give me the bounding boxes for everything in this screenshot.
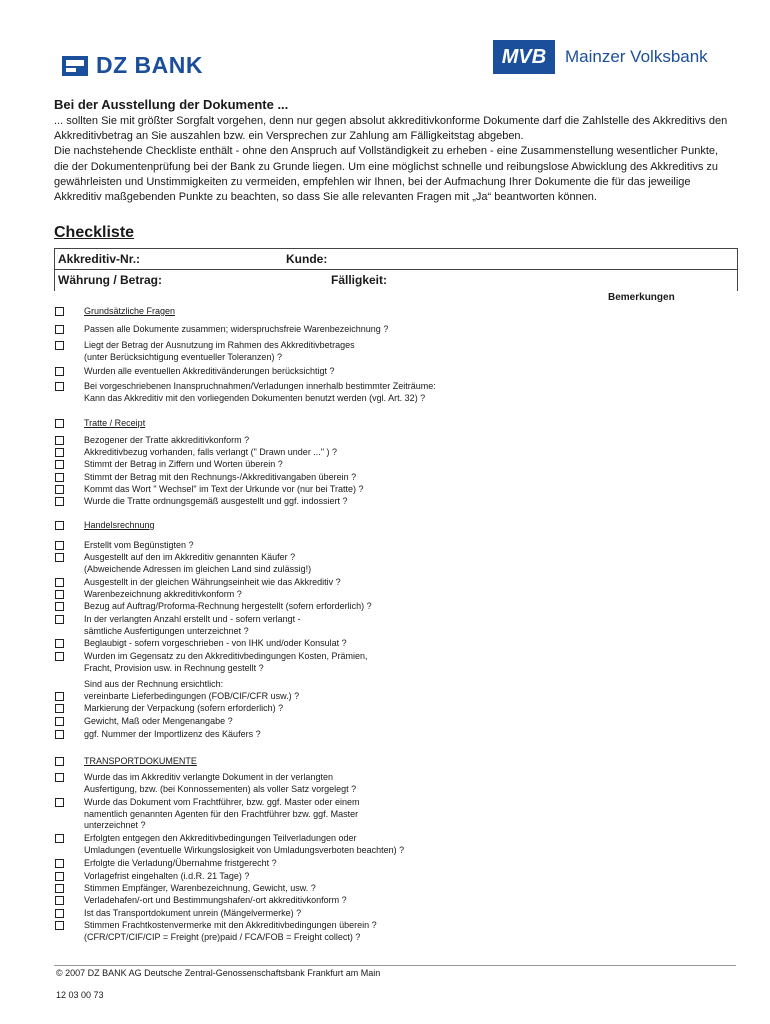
- checklist-item-text: Erstellt vom Begünstigten ?: [84, 540, 194, 550]
- checkbox[interactable]: [55, 541, 64, 550]
- checkbox[interactable]: [55, 307, 64, 316]
- checklist-item-text: Handelsrechnung: [84, 520, 155, 530]
- dz-bank-logo: [62, 52, 203, 79]
- checklist-item-text: Wurde das Dokument vom Frachtführer, bzw. ggf. Master oder einem namentlich genannten Agenten für den Frachtführer bzw. ggf. Master unterzeichnet ?: [84, 797, 360, 830]
- checkbox[interactable]: [55, 419, 64, 428]
- checkbox[interactable]: [55, 436, 64, 445]
- checklist-item-text: Tratte / Receipt: [84, 418, 146, 428]
- checklist-item-text: Bezug auf Auftrag/Proforma-Rechnung hergestellt (sofern erforderlich) ?: [84, 601, 372, 611]
- footer-code: 12 03 00 73: [56, 990, 104, 1000]
- checkbox[interactable]: [55, 639, 64, 648]
- intro-paragraph: ... sollten Sie mit größter Sorgfalt vorgehen, denn nur gegen absolut akkreditivkonforme Dokumente darf die Zahlstelle des Akkreditivs den Akkreditivbetrag an Sie auszahlen bzw. ein Versprechen zur Zahlung am Fälligkeitstag abgeben.: [54, 115, 728, 143]
- checklist-item-text: Stimmen Frachtkostenvermerke mit den Akkreditivbedingungen überein ? (CFR/CPT/CIF/CIP = Freight (pre)paid / FCA/FOB = Freight collect) ?: [84, 920, 377, 942]
- checklist-item-text: Akkreditivbezug vorhanden, falls verlangt (" Drawn under ..." ) ?: [84, 447, 338, 457]
- checklist-item-text: Bei vorgeschriebenen Inanspruchnahmen/Verladungen innerhalb bestimmter Zeiträume: Kann das Akkreditiv mit den vorliegenden Dokumenten benutzt werden (vgl. Art. 32) ?: [84, 381, 436, 403]
- checklist-item-text: Ist das Transportdokument unrein (Mängelvermerke) ?: [84, 908, 302, 918]
- checklist-item-text: Wurden alle eventuellen Akkreditivänderungen berücksichtigt ?: [84, 366, 335, 376]
- checkbox[interactable]: [55, 757, 64, 766]
- faelligkeit-label: Fälligkeit:: [331, 273, 388, 287]
- checkbox[interactable]: [55, 884, 64, 893]
- checklist-item-text: In der verlangten Anzahl erstellt und - sofern verlangt - sämtliche Ausfertigungen unterzeichnet ?: [84, 614, 301, 636]
- waehrung-betrag-label: Währung / Betrag:: [58, 273, 162, 287]
- checkbox[interactable]: [55, 602, 64, 611]
- checklist-item-text: Wurde das im Akkreditiv verlangte Dokument in der verlangten Ausfertigung, bzw. (bei Konnossementen) als voller Satz vorgelegt ?: [84, 772, 357, 794]
- checkbox[interactable]: [55, 485, 64, 494]
- checkbox[interactable]: [55, 325, 64, 334]
- checkbox[interactable]: [55, 896, 64, 905]
- checklist-item-text: Ausgestellt in der gleichen Währungseinheit wie das Akkreditiv ?: [84, 577, 341, 587]
- meta-row: [55, 270, 737, 290]
- checkbox[interactable]: [55, 497, 64, 506]
- checklist-item-text: Markierung der Verpackung (sofern erforderlich) ?: [84, 703, 284, 713]
- checklist-item-text: Gewicht, Maß oder Mengenangabe ?: [84, 716, 233, 726]
- checkbox[interactable]: [55, 615, 64, 624]
- checklist-item-text: Erfolgten entgegen den Akkreditivbedingungen Teilverladungen oder Umladungen (eventuelle Wirkungslosigkeit von Umladungsverboten beachten) ?: [84, 833, 405, 855]
- checkbox[interactable]: [55, 473, 64, 482]
- checkbox[interactable]: [55, 448, 64, 457]
- akkreditiv-nr-label: Akkreditiv-Nr.:: [58, 252, 141, 266]
- mainzer-volksbank-logo: [493, 40, 708, 74]
- checklist-item-text: Bezogener der Tratte akkreditivkonform ?: [84, 435, 250, 445]
- checklist-item-text: Stimmen Empfänger, Warenbezeichnung, Gewicht, usw. ?: [84, 883, 316, 893]
- checklist-item-text: Liegt der Betrag der Ausnutzung im Rahmen des Akkreditivbetrages (unter Berücksichtigung eventueller Toleranzen) ?: [84, 340, 355, 362]
- checkbox[interactable]: [55, 460, 64, 469]
- checklist-item-text: Warenbezeichnung akkreditivkonform ?: [84, 589, 242, 599]
- mainzer-volksbank-name: Mainzer Volksbank: [565, 47, 708, 66]
- checkbox[interactable]: [55, 773, 64, 782]
- checkbox[interactable]: [55, 717, 64, 726]
- checklist-item-text: Beglaubigt - sofern vorgeschrieben - von IHK und/oder Konsulat ?: [84, 638, 347, 648]
- checkbox[interactable]: [55, 834, 64, 843]
- intro-heading: Bei der Ausstellung der Dokumente ...: [54, 97, 289, 112]
- checkbox[interactable]: [55, 367, 64, 376]
- checkbox[interactable]: [55, 704, 64, 713]
- meta-row: [55, 249, 737, 270]
- checklist-item-text: TRANSPORTDOKUMENTE: [84, 756, 197, 766]
- checklist-item-text: Verladehafen/-ort und Bestimmungshafen/-ort akkreditivkonform ?: [84, 895, 347, 905]
- mvb-mark: MVB: [493, 40, 555, 74]
- checkbox[interactable]: [55, 859, 64, 868]
- dz-bank-mark-icon: [62, 56, 88, 76]
- checkbox[interactable]: [55, 730, 64, 739]
- intro-text: [54, 114, 734, 205]
- checklist-title: Checkliste: [54, 224, 135, 241]
- footer-divider: [54, 965, 736, 966]
- checklist-item-text: Wurde die Tratte ordnungsgemäß ausgestellt und ggf. indossiert ?: [84, 496, 348, 506]
- checklist-meta-box: [54, 248, 738, 291]
- checkbox[interactable]: [55, 341, 64, 350]
- checklist-item-text: ggf. Nummer der Importlizenz des Käufers ?: [84, 729, 261, 739]
- footer-copyright: © 2007 DZ BANK AG Deutsche Zentral-Genossenschaftsbank Frankfurt am Main: [56, 968, 381, 978]
- checklist-item-text: Erfolgte die Verladung/Übernahme fristgerecht ?: [84, 858, 277, 868]
- checkbox[interactable]: [55, 382, 64, 391]
- checkbox[interactable]: [55, 921, 64, 930]
- checkbox[interactable]: [55, 590, 64, 599]
- checkbox[interactable]: [55, 692, 64, 701]
- checklist-item-text: Stimmt der Betrag in Ziffern und Worten überein ?: [84, 459, 283, 469]
- checklist-item-text: Stimmt der Betrag mit den Rechnungs-/Akkreditivangaben überein ?: [84, 472, 357, 482]
- kunde-label: Kunde:: [286, 252, 328, 266]
- checklist-item-text: Vorlagefrist eingehalten (i.d.R. 21 Tage) ?: [84, 871, 250, 881]
- checkbox[interactable]: [55, 521, 64, 530]
- checklist-item-text: Kommt das Wort " Wechsel" im Text der Urkunde vor (nur bei Tratte) ?: [84, 484, 364, 494]
- checklist-item-text: vereinbarte Lieferbedingungen (FOB/CIF/CFR usw.) ?: [84, 691, 300, 701]
- remarks-column-label: Bemerkungen: [608, 292, 675, 303]
- checkbox[interactable]: [55, 652, 64, 661]
- checklist-item-text: Passen alle Dokumente zusammen; widerspruchsfreie Warenbezeichnung ?: [84, 324, 389, 334]
- checklist-item-text: Wurden im Gegensatz zu den Akkreditivbedingungen Kosten, Prämien, Fracht, Provision usw. in Rechnung gestellt ?: [84, 651, 368, 673]
- checkbox[interactable]: [55, 578, 64, 587]
- checklist-item-text: Sind aus der Rechnung ersichtlich:: [84, 679, 224, 689]
- checklist-item-text: Ausgestellt auf den im Akkreditiv genannten Käufer ? (Abweichende Adressen im gleichen Land sind zulässig!): [84, 552, 312, 574]
- checklist-item-text: Grundsätzliche Fragen: [84, 306, 176, 316]
- intro-paragraph: Die nachstehende Checkliste enthält - ohne den Anspruch auf Vollständigkeit zu erheben - eine Zusammenstellung wesentlicher Punkte, die der Dokumentenprüfung bei der Bank zu Grunde liegen. Um eine möglichst schnelle und reibungslose Abwicklung des Akkreditivs zu gewährleisten und Unstimmigkeiten zu vermeiden, empfehlen wir Ihnen, bei der Aufmachung Ihrer Dokumente die für das jeweilige Akkreditiv maßgebenden Punkte zu beachten, so dass Sie alle relevanten Fragen mit „Ja“ beantworten können.: [54, 145, 719, 204]
- checkbox[interactable]: [55, 553, 64, 562]
- checkbox[interactable]: [55, 872, 64, 881]
- checkbox[interactable]: [55, 909, 64, 918]
- checkbox[interactable]: [55, 798, 64, 807]
- dz-bank-name: DZ BANK: [96, 52, 203, 78]
